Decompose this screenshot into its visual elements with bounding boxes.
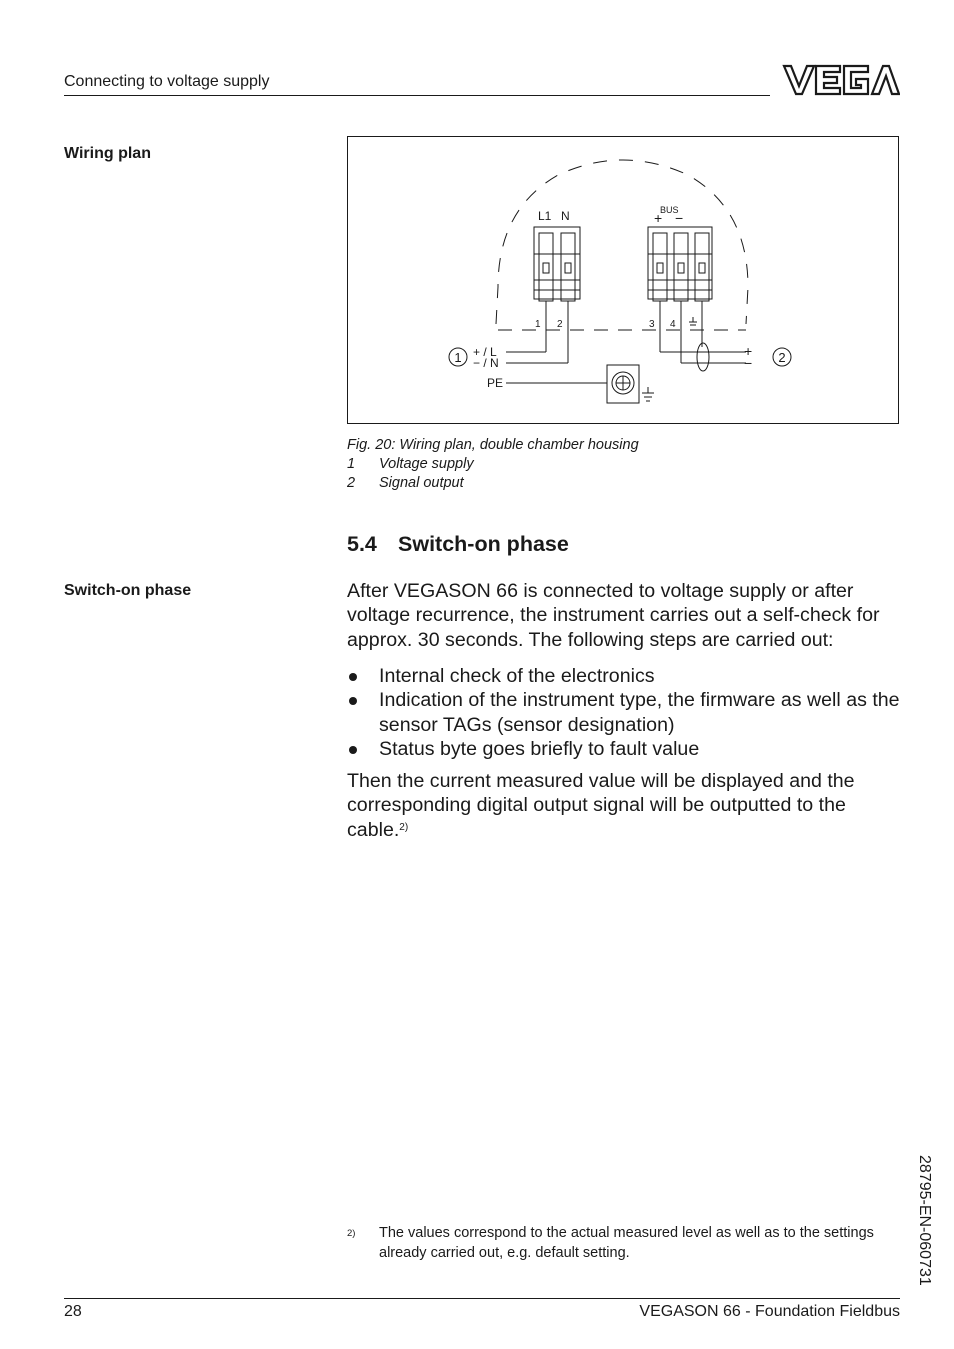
legend-text: Signal output	[379, 475, 464, 491]
label-bus-plus: +	[654, 210, 663, 226]
label-bus: BUS	[660, 205, 679, 215]
callout-1: 1	[454, 350, 462, 365]
sidebar-label-switch-on-phase: Switch-on phase	[64, 582, 192, 599]
label-output-minus: −	[744, 355, 753, 371]
section-heading	[347, 532, 569, 557]
terminal-3: 3	[649, 319, 655, 330]
page-number: 28	[64, 1303, 82, 1320]
list-item: Status byte goes briefly to fault value	[347, 737, 903, 761]
footnote-text: The values correspond to the actual measured level as well as to the settings already carried out, e.g. default setting.	[379, 1225, 874, 1261]
wiring-plan-figure	[347, 136, 899, 424]
header-rule	[64, 95, 770, 96]
label-output-plus: +	[744, 343, 753, 359]
document-id: 28795-EN-060731	[916, 1155, 933, 1286]
list-item: Internal check of the electronics	[347, 664, 903, 688]
footnote	[347, 1224, 899, 1263]
label-minus-n: − / N	[473, 356, 499, 370]
label-n: N	[561, 209, 570, 223]
legend-num: 2	[347, 475, 356, 491]
section-title: Switch-on phase	[398, 532, 569, 556]
legend-num: 1	[347, 456, 356, 472]
bullet-icon	[349, 673, 357, 681]
list-item: Indication of the instrument type, the firmware as well as the sensor TAGs (sensor designation)	[347, 688, 903, 737]
legend-text: Voltage supply	[379, 456, 474, 472]
terminal-4: 4	[670, 319, 676, 330]
outro-paragraph: Then the current measured value will be displayed and the corresponding digital output signal will be outputted to the cable.$^{2)}$	[347, 770, 855, 841]
terminal-1: 1	[535, 319, 541, 330]
callout-2: 2	[778, 350, 786, 365]
legend-item-2	[347, 475, 464, 491]
label-l1: L1	[538, 209, 552, 223]
footer-title: VEGASON 66 - Foundation Fieldbus	[639, 1303, 900, 1320]
legend-item-1	[347, 456, 474, 472]
section-number: 5.4	[347, 532, 377, 556]
terminal-2: 2	[557, 319, 563, 330]
vega-logo	[782, 62, 900, 98]
label-bus-minus: −	[675, 210, 684, 226]
label-pe: PE	[487, 376, 504, 390]
bullet-icon	[349, 746, 357, 754]
footnote-reference[interactable]: 2)	[399, 821, 409, 833]
figure-caption: Fig. 20: Wiring plan, double chamber housing	[347, 437, 639, 453]
running-header: Connecting to voltage supply	[64, 73, 270, 90]
footnote-mark: 2)	[347, 1228, 356, 1239]
bullet-icon	[349, 697, 357, 705]
intro-paragraph: After VEGASON 66 is connected to voltage supply or after voltage recurrence, the instrument carries out a self-check for approx. 30 seconds. The following steps are carried out:	[347, 580, 880, 651]
sidebar-label-wiring-plan: Wiring plan	[64, 145, 151, 162]
footer-rule	[64, 1298, 900, 1299]
label-plus-l: + / L	[473, 345, 497, 359]
steps-list	[347, 664, 903, 761]
